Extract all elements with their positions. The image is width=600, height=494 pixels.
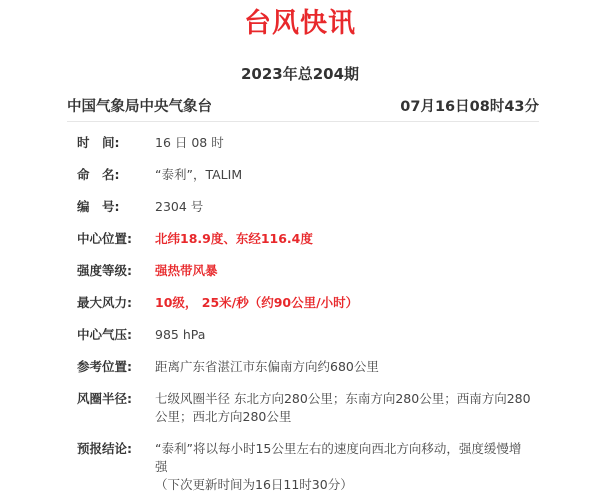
field-value: 985 hPa <box>155 327 206 342</box>
field-value <box>155 440 533 494</box>
field-label: 中心气压: <box>77 327 132 342</box>
field-label: 参考位置: <box>77 359 132 374</box>
field-value: 北纬18.9度、东经116.4度 <box>155 231 313 246</box>
field-value: 强热带风暴 <box>155 263 218 278</box>
field-label: 最大风力: <box>77 295 132 310</box>
issuer-name: 中国气象局中央气象台 <box>67 99 212 115</box>
field-label: 时 间: <box>77 135 120 150</box>
field-value: 10级， 25米/秒（约90公里/小时） <box>155 295 359 310</box>
header-row <box>67 97 539 122</box>
page-title: 台风快讯 <box>244 8 356 39</box>
forecast-update-note: （下次更新时间为16日11时30分） <box>155 477 353 492</box>
field-label: 强度等级: <box>77 263 132 278</box>
field-value: “泰利”，TALIM <box>155 167 243 182</box>
field-label: 编 号: <box>77 199 120 214</box>
field-value: 16 日 08 时 <box>155 135 224 150</box>
forecast-text: “泰利”将以每小时15公里左右的速度向西北方向移动，强度缓慢增强 <box>155 441 522 474</box>
field-label: 命 名: <box>77 167 120 182</box>
issue-time: 07月16日08时43分 <box>400 99 539 115</box>
field-label: 风圈半径: <box>77 391 132 406</box>
field-value: 七级风圈半径 东北方向280公里；东南方向280公里；西南方向280公里；西北方向280公里 <box>155 391 531 424</box>
field-value: 2304 号 <box>155 199 204 214</box>
field-label: 中心位置: <box>77 231 132 246</box>
field-value: 距离广东省湛江市东偏南方向约680公里 <box>155 359 379 374</box>
field-label: 预报结论: <box>77 441 132 456</box>
issue-number: 2023年总204期 <box>240 65 360 83</box>
